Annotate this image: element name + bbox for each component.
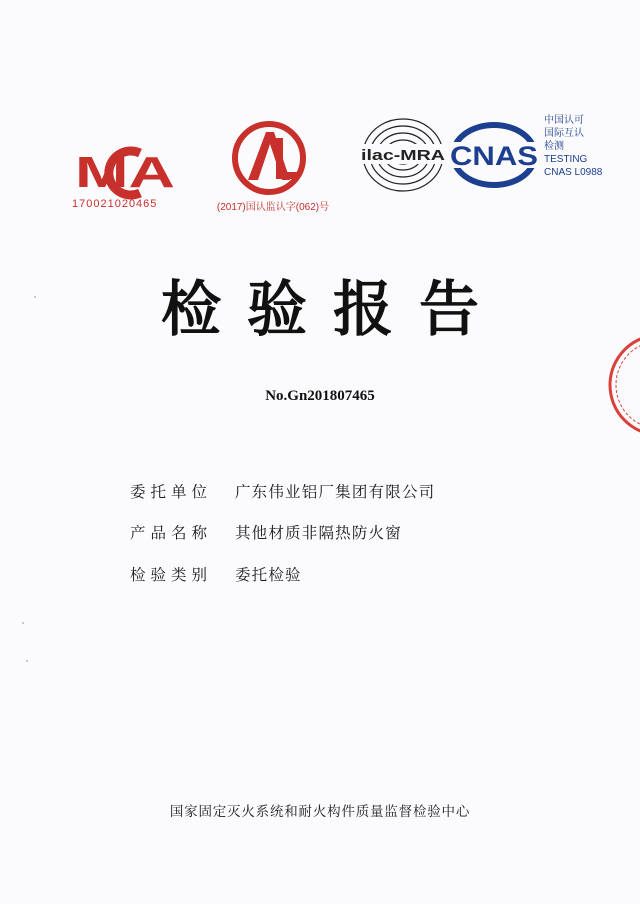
cnas-line: 中国认可 <box>544 115 584 126</box>
cal-code: (2017)国认监认字(062)号 <box>216 202 330 213</box>
report-number: No.Gn201807465 <box>265 388 375 404</box>
cal-logo <box>222 118 317 198</box>
cnas-logo <box>448 120 540 190</box>
field-label: 产品名称 <box>130 524 213 542</box>
svg-text:CNAS: CNAS <box>450 141 538 171</box>
field-client <box>130 480 435 502</box>
field-value: 广东伟业铝厂集团有限公司 <box>234 483 436 501</box>
scan-speck <box>22 622 24 624</box>
report-title: 检验报告 <box>161 275 505 345</box>
scan-speck <box>26 660 28 662</box>
cnas-line: 检测 <box>544 141 564 152</box>
field-label: 委托单位 <box>130 483 213 501</box>
field-label: 检验类别 <box>130 566 213 584</box>
ilac-mra-logo <box>358 114 448 196</box>
cma-code: 170021020465 <box>72 198 158 210</box>
cnas-line: 国际互认 <box>544 128 584 139</box>
field-value: 其他材质非隔热防火窗 <box>234 524 402 542</box>
red-seal-stamp <box>605 330 640 440</box>
field-inspection-type <box>130 563 302 585</box>
scan-speck <box>34 296 36 298</box>
cnas-line: CNAS L0988 <box>544 167 603 178</box>
field-product-name <box>130 521 402 543</box>
cnas-accreditation-text <box>544 114 634 179</box>
svg-text:MA: MA <box>75 148 175 197</box>
field-value: 委托检验 <box>234 566 302 584</box>
svg-text:ilac-MRA: ilac-MRA <box>361 147 446 164</box>
issuer-name: 国家固定灭火系统和耐火构件质量监督检验中心 <box>169 804 471 820</box>
cnas-line: TESTING <box>544 154 588 165</box>
